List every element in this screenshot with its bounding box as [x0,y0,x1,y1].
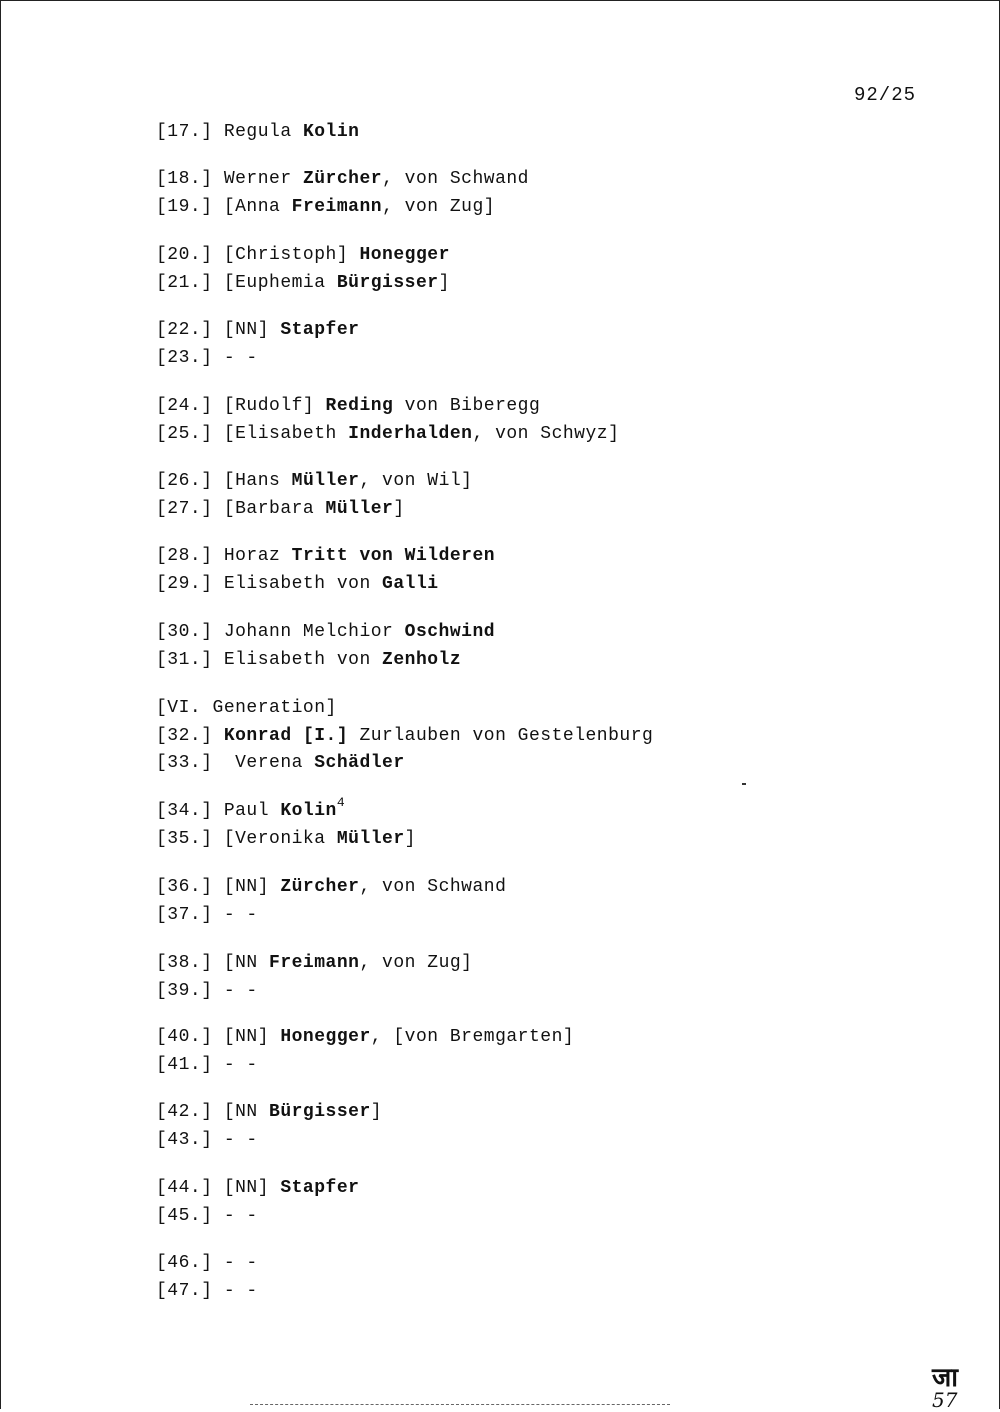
entry-43 [156,1129,258,1151]
entry-40 [156,1026,574,1048]
entry-index: [21.] [156,273,213,293]
entry-text: von Biberegg [393,396,541,416]
entry-text: [Veronika [212,829,337,849]
entry-29 [156,573,439,595]
entry-index: [25.] [156,424,213,444]
entry-23 [156,347,258,369]
entry-34 [156,795,346,822]
bottom-edge-line [250,1404,670,1405]
entry-38 [156,952,472,974]
entry-21 [156,272,450,294]
entry-text: [NN] [212,877,281,897]
entry-text: [Hans [212,471,292,491]
archive-stamp-mark: जा [932,1363,959,1393]
entry-text: ] [404,829,416,849]
entry-text: [Elisabeth [212,424,349,444]
entry-index: [47.] [156,1281,213,1301]
entry-text: [Barbara [212,499,326,519]
entry-text: [NN] [212,1178,281,1198]
scan-speck [742,783,746,785]
entry-20 [156,244,450,266]
entry-index: [28.] [156,546,213,566]
entry-text: [NN [212,1102,270,1122]
entry-index: [20.] [156,245,213,265]
entry-index: [42.] [156,1102,213,1122]
entry-index: [36.] [156,877,213,897]
entry-31 [156,649,461,671]
entry-37 [156,904,258,926]
surname: Zenholz [382,650,462,670]
entry-text: - - [212,981,258,1001]
entry-36 [156,876,506,898]
entry-text: [Rudolf] [212,396,326,416]
entry-text: ] [438,273,450,293]
surname: Bürgisser [269,1102,371,1122]
entry-17 [156,121,359,143]
surname: Müller [291,471,360,491]
entry-index: [32.] [156,726,213,746]
entry-text: [Anna [212,197,292,217]
entry-text: - - [212,1253,258,1273]
entry-index: [35.] [156,829,213,849]
entry-index: [38.] [156,953,213,973]
entry-text: Elisabeth von [212,574,383,594]
entry-30 [156,621,495,643]
entry-text: - - [212,348,258,368]
surname: Bürgisser [336,273,439,293]
entry-22 [156,319,359,341]
surname: Stapfer [280,1178,360,1198]
entry-index: [VI. [156,698,202,718]
entry-text [213,726,224,746]
entry-text: ] [370,1102,383,1122]
entry-text: ] [393,499,405,519]
entry-index: [41.] [156,1055,213,1075]
entry-index: [37.] [156,905,213,925]
entry-text: , [von Bremgarten] [370,1027,575,1047]
entry-index: [39.] [156,981,213,1001]
entry-24 [156,395,540,417]
entry-index: [23.] [156,348,213,368]
surname: Müller [325,499,394,519]
entry-text: [Christoph] [212,245,360,265]
entry-index: [26.] [156,471,213,491]
footnote-ref: 4 [336,795,346,810]
entry-index: [22.] [156,320,213,340]
entry-text: [NN] [212,1027,281,1047]
surname: Müller [336,829,405,849]
surname: Reding [325,396,394,416]
entry-index: [40.] [156,1027,213,1047]
entry-text: Zurlauben von Gestelenburg [348,726,654,746]
entry-18 [156,168,529,190]
entry-text: Paul [212,801,281,821]
entry-42 [156,1101,382,1123]
generation-heading [156,697,337,719]
entry-text: - - [212,1281,258,1301]
surname: Honegger [359,245,450,265]
entry-index: [45.] [156,1206,213,1226]
entry-index: [30.] [156,622,213,642]
entry-41 [156,1054,258,1076]
surname: Konrad [I.] [223,726,349,746]
entry-32 [156,725,653,747]
surname: Honegger [280,1027,371,1047]
handwritten-page-number: 57 [932,1388,958,1412]
entry-text: Elisabeth von [212,650,383,670]
entry-index: [24.] [156,396,213,416]
surname: Kolin [280,801,337,821]
entry-text: Werner [212,169,303,189]
entry-25 [156,423,619,445]
entry-index: [27.] [156,499,213,519]
entry-text: [Euphemia [212,273,337,293]
entry-27 [156,498,405,520]
entry-index: [46.] [156,1253,213,1273]
surname: Oschwind [404,622,496,642]
entry-text: Horaz [212,546,292,566]
entry-index: [31.] [156,650,213,670]
surname: Zürcher [280,877,360,897]
surname: Inderhalden [348,424,473,444]
entry-text: Regula [212,122,303,142]
entry-45 [156,1205,258,1227]
entry-text: [NN] [212,320,281,340]
entry-text: Generation] [201,698,337,718]
entry-text: - - [212,1130,258,1150]
entry-text: , von Schwyz] [472,424,620,444]
entry-text: , von Zug] [382,197,496,217]
entry-text: - - [212,905,258,925]
entry-33 [156,752,405,774]
surname: Zürcher [302,169,383,189]
entry-index: [19.] [156,197,213,217]
page-number: 92/25 [853,84,916,106]
entry-text: Johann Melchior [212,622,405,642]
entry-26 [156,470,472,492]
entry-text: , von Schwand [359,877,507,897]
entry-39 [156,980,258,1002]
entry-text: [NN [212,953,270,973]
entry-index: [34.] [156,801,213,821]
entry-index: [18.] [156,169,213,189]
entry-index: [44.] [156,1178,213,1198]
entry-35 [156,828,416,850]
surname: Schädler [314,753,405,773]
surname: Kolin [302,122,360,142]
entry-text: - - [212,1206,258,1226]
entry-index: [43.] [156,1130,213,1150]
entry-text: - - [212,1055,258,1075]
entry-text: , von Zug] [359,953,473,973]
entry-19 [156,196,495,218]
entry-46 [156,1252,258,1274]
entry-text: , von Schwand [382,169,529,189]
entry-28 [156,545,495,567]
entry-index: [29.] [156,574,213,594]
entry-text: Verena [212,753,315,773]
entry-47 [156,1280,258,1302]
entry-index: [17.] [156,122,213,142]
surname: Freimann [269,953,360,973]
surname: Galli [382,574,439,594]
entry-index: [33.] [156,753,213,773]
surname: Tritt von Wilderen [291,546,496,566]
surname: Freimann [291,197,383,217]
entry-44 [156,1177,359,1199]
surname: Stapfer [280,320,360,340]
entry-text: , von Wil] [359,471,473,491]
